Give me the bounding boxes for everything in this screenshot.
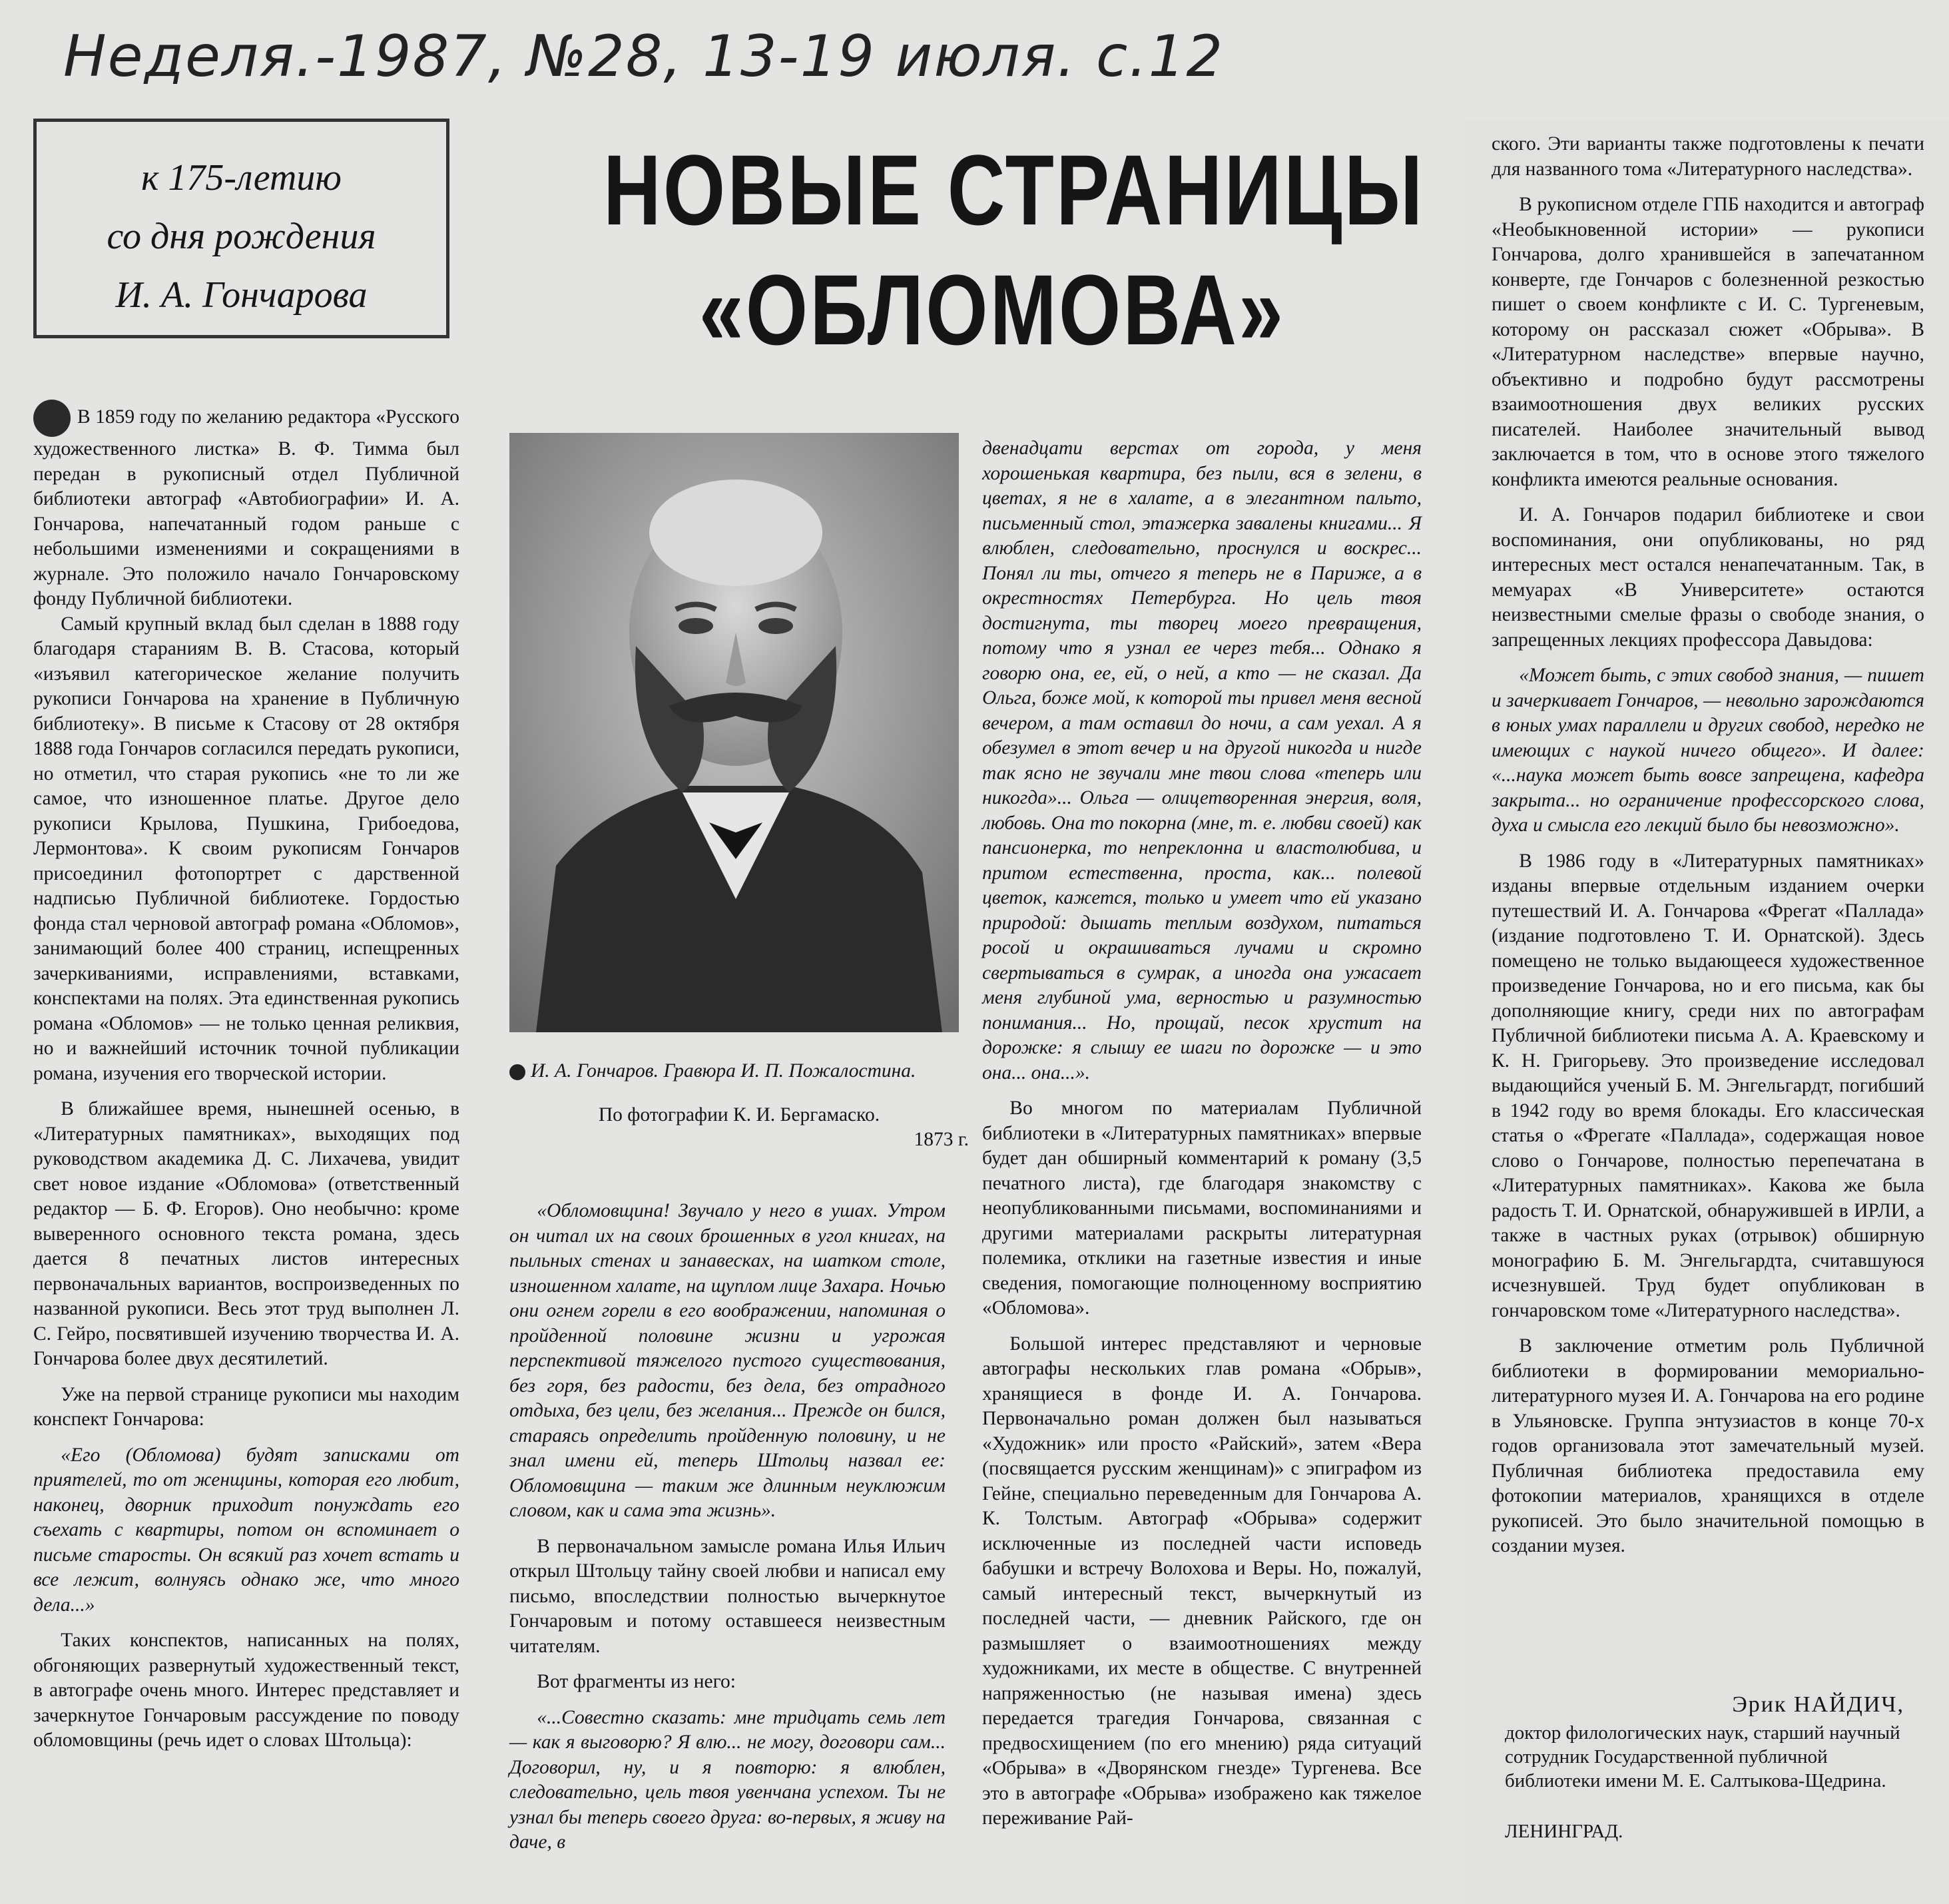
anniversary-box: [33, 119, 449, 338]
headline-line: «ОБЛОМОВА»: [698, 254, 1286, 366]
article-column-3: [982, 436, 1422, 1831]
portrait-image: [509, 433, 959, 1032]
caption-line: И. А. Гончаров. Гравюра И. П. Пожалостина.: [531, 1060, 916, 1082]
paragraph: В первоначальном замысле романа Илья Ильич открыл Штольцу тайну своей любви и написал ему письмо, впоследствии полностью вычеркнутое Гончаровым и потому оставшееся неизвестным читателям.: [509, 1535, 946, 1657]
paragraph: В 1859 году по желанию редактора «Русского художественного листка» В. Ф. Тимма был передан в рукописный отдел Публичной библиотеки автограф «Автобиографии» И. А. Гончарова, напечатанный годом раньше с небольшими изменениями и сокращениями в журнале. Это положило начало Гончаровскому фонду Публичной библиотеки.: [33, 406, 459, 609]
quote-paragraph: «Может быть, с этих свобод знания, — пишет и зачеркивает Гончаров, — невольно зарождаются в юных умах параллели и других свобод, нередко не имеющих с наукой ничего общего». И далее: «...наука может быть вовсе запрещена, кафедра закрыта... но ограничение профессорского слова, духа и смысла его лекций было бы невозможно».: [1492, 665, 1924, 836]
caption-year: 1873 г.: [914, 1129, 969, 1150]
author-name: Эрик НАЙДИЧ,: [1732, 1692, 1904, 1717]
paragraph: Уже на первой странице рукописи мы находим конспект Гончарова:: [33, 1383, 459, 1430]
paragraph: Таких конспектов, написанных на полях, обгоняющих развернутый художественный текст, в автографе очень много. Интерес представляет и зачеркнутое Гончаровым рассуждение по поводу обломовщины (речь идет о словах Штольца):: [33, 1630, 459, 1751]
article-column-1: [33, 400, 459, 1753]
paragraph: В ближайшее время, нынешней осенью, в «Литературных памятниках», выходящих под руководством академика Д. С. Лихачева, увидит свет новое издание «Обломова» (ответственный редактор — Б. Ф. Егоров). Оно необычно: кроме выверенного основного текста романа, здесь дается 8 печатных листов интересных первоначальных вариантов, воспроизведенных по названной рукописи. Весь этот труд выполнен Л. С. Гейро, посвятившей изучению творчества И. А. Гончарова более двух десятилетий.: [33, 1098, 459, 1369]
anniversary-line: со дня рождения: [107, 216, 376, 257]
article-column-4: [1492, 132, 1924, 1559]
quote-paragraph: двенадцати верстах от города, у меня хорошенькая квартира, без пыли, вся в зелени, в цветах, я не в халате, а в элегантном пальто, письменный стол, этажерка завалены книгами... Я влюблен, следовательно, проснулся и воскрес... Понял ли ты, отчего я теперь не в Париже, а в окрестностях Петербурга. Но цель твоя достигнута, ты творец моего превращения, потому что я узнал ее через тебя... Однако я говорю она, ее, ей, о ней, а кто — не сказал. Да Ольга, боже мой, к которой ты привел меня весной вечером, а там оставил до ночи, а сам уехал. А я обезумел в этот вечер и на другой никогда и нигде так ясно не звучали мне твои слова «теперь или никогда»... Ольга — олицетворенная энергия, воля, любовь. Она то покорна (мне, т. е. любви своей) как пансионерка, то непреклонна и властолюбива, и притом естественна, проста, как... полевой цветок, кажется, только и умеет что ей указано природой: дышать теплым воздухом, питаться росой и окрашиваться лучами и скромно свертываться в сумрак, а иногда она ужасает меня глубиной ума, верностью и разумностью понимания... Но, прощай, песок хрустит на дорожке: я слышу ее шаги по дорожке — и это она... она...».: [982, 438, 1422, 1084]
paragraph: Самый крупный вклад был сделан в 1888 году благодаря стараниям В. В. Стасова, который «изъявил категорическое желание получить рукописи Гончарова на хранение в Публичную библиотеку». В письме к Стасову от 28 октября 1888 года Гончаров согласился передать рукописи, но отметил, что старая рукопись «не то ли же самое, что изношенное платье. Другое дело рукописи Крылова, Пушкина, Грибоедова, Лермонтова». К своим рукописям Гончаров присоединил фотопортрет с дарственной надписью Публичной библиотеке. Гордостью фонда стал черновой автограф романа «Обломов», занимающий более 400 страниц, испещренных зачеркиваниями, исправлениями, вставками, конспектами на полях. Эта единственная рукопись романа «Обломов» — не только ценная реликвия, но и важнейший источник точной публикации романа, изучения его творческой истории.: [33, 613, 459, 1084]
paragraph: В заключение отметим роль Публичной библиотеки в формировании мемориально-литературного музея И. А. Гончарова на его родине в Ульяновске. Группа энтузиастов в конце 70-х годов организовала этот замечательный музей. Публичная библиотека предоставила ему фотокопии материалов, хранящихся в отделе рукописей. Это было значительной помощью в создании музея.: [1492, 1335, 1924, 1556]
paragraph: И. А. Гончаров подарил библиотеке и свои воспоминания, они опубликованы, но ряд интересных мест остался ненапечатанным. Так, в мемуарах «В Университете» остаются неизвестными смелые фразы о свободе знания, о запрещенных лекциях профессора Давыдова:: [1492, 504, 1924, 651]
paragraph: Вот фрагменты из него:: [537, 1671, 736, 1692]
quote-paragraph: «Его (Обломова) будят записками от приятелей, то от женщины, которая его любит, наконец, дворник приходит понуждать его съехать с квартиры, потом он вспоминает о письме старосты. Он всякий раз хочет встать и все лежит, волнуясь однако же, что много дела...»: [33, 1444, 459, 1616]
paragraph: В 1986 году в «Литературных памятниках» изданы впервые отдельным изданием очерки путешествий И. А. Гончарова «Фрегат «Паллада» (издание подготовлено Т. И. Орнатской). Здесь помещено не только выдающееся художественное произведение Гончарова, но и его письма, как бы дополняющие книгу, среди них по автографам Публичной библиотеки письма А. А. Краевскому и К. Н. Григорьеву. Это произведение исследовал выдающийся ученый Б. М. Энгельгардт, погибший в 1942 году во время блокады. Его классическая статья о «Фрегате «Паллада», содержащая новое слово о Гончарове, полностью перепечатана в «Литературных памятниках». Какова же была радость Т. И. Орнатской, обнаружившей в ИРЛИ, а также в частных руках (отрывок) обширную монографию Б. М. Энгельгардта, считавшуюся исчезнувшей. Труд будет опубликован в гончаровском томе «Литературного наследства».: [1492, 850, 1924, 1321]
caption-line: По фотографии К. И. Бергамаско.: [598, 1104, 880, 1125]
portrait-engraving: [509, 433, 959, 1032]
anniversary-line: к 175-летию: [141, 157, 342, 198]
article-column-2: [509, 1199, 946, 1855]
author-city: ЛЕНИНГРАД.: [1505, 1821, 1623, 1842]
author-signature: [1505, 1693, 1904, 1843]
headline-line: НОВЫЕ СТРАНИЦЫ: [603, 134, 1425, 246]
paragraph: Большой интерес представляют и черновые автографы нескольких глав романа «Обрыв», хранящиеся в фонде И. А. Гончарова. Первоначально роман должен был называться «Художник» или просто «Райский», затем «Вера (посвящается русским женщинам)» с эпиграфом из Гейне, специально переведенным для Гончарова А. К. Толстым. Автограф «Обрыва» содержит исключенные из последней части исповедь бабушки и встречу Волохова и Веры. Но, пожалуй, самый интересный текст, вычеркнутый из последней части, — дневник Райского, где он размышляет о взаимоотношениях между художниками, их месте в обществе. С внутренней напряженностью (не называя имена) здесь передается трагедия Гончарова, связанная с предвосхищением (по его мнению) ряда ситуаций «Обрыва» в «Дворянском гнезде» Тургенева. Все это в автографе «Обрыва» изображено как тяжелое переживание Рай-: [982, 1333, 1422, 1829]
bullet-icon: [33, 400, 71, 437]
photo-caption: [509, 1059, 969, 1153]
anniversary-line: И. А. Гончарова: [115, 274, 368, 316]
bullet-icon: [509, 1064, 525, 1080]
headline: [603, 130, 1425, 370]
quote-paragraph: «...Совестно сказать: мне тридцать семь лет — как я выговорю? Я влю... не могу, договори сам... Договорил, ну, и я повторю: я влюблен, следовательно, цель твоя увенчана успехом. Ты не узнал бы теперь своего друга: во-первых, я живу на даче, в: [509, 1706, 946, 1853]
author-role: доктор филологических наук, старший научный сотрудник Государственной публичной библиотеки имени М. Е. Салтыкова-Щедрина.: [1505, 1722, 1900, 1791]
paragraph: ского. Эти варианты также подготовлены к печати для названного тома «Литературного наследства».: [1492, 133, 1924, 180]
quote-paragraph: «Обломовщина! Звучало у него в ушах. Утром он читал их на своих брошенных в угол книгах, на пыльных стенах и занавесках, на шатком столе, изношенном халате, на щуплом лице Захара. Ночью они огнем горели в его воображении, напоминая о пройденной половине жизни и угрожая перспективой тяжелого пустого существования, без горя, без радости, без дела, без отрадного отдыха, без цели, без желания... Прежде он бился, стараясь определить пройденную половину, и не знал имени ей, теперь Штольц назвал ее: Обломовщина — таким же длинным неуклюжим словом, как и сама эта жизнь».: [509, 1200, 946, 1521]
handwritten-note: Неделя.-1987, №28, 13-19 июля. с.12: [63, 23, 1225, 90]
paragraph: В рукописном отделе ГПБ находится и автограф «Необыкновенной истории» — рукописи Гончарова, долго хранившейся в запечатанном конверте, где Гончаров с болезненной резкостью пишет о своем конфликте с И. С. Тургеневым, которому он рассказал сюжет «Обрыва». В «Литературном наследстве» впервые научно, объективно и подробно будут рассмотрены взаимоотношения двух великих русских писателей. Наиболее значительный вывод заключается в том, что в основе этого тяжелого конфликта имеются реальные основания.: [1492, 194, 1924, 490]
paragraph: Во многом по материалам Публичной библиотеки в «Литературных памятниках» впервые будет дан обширный комментарий к роману (3,5 печатного листа), где благодаря знакомству с неопубликованными письмами, воспоминаниями и другими материалами раскрыты литературная полемика, отклики на газетные известия и иные сведения, помогающие полноценному восприятию «Обломова».: [982, 1098, 1422, 1319]
